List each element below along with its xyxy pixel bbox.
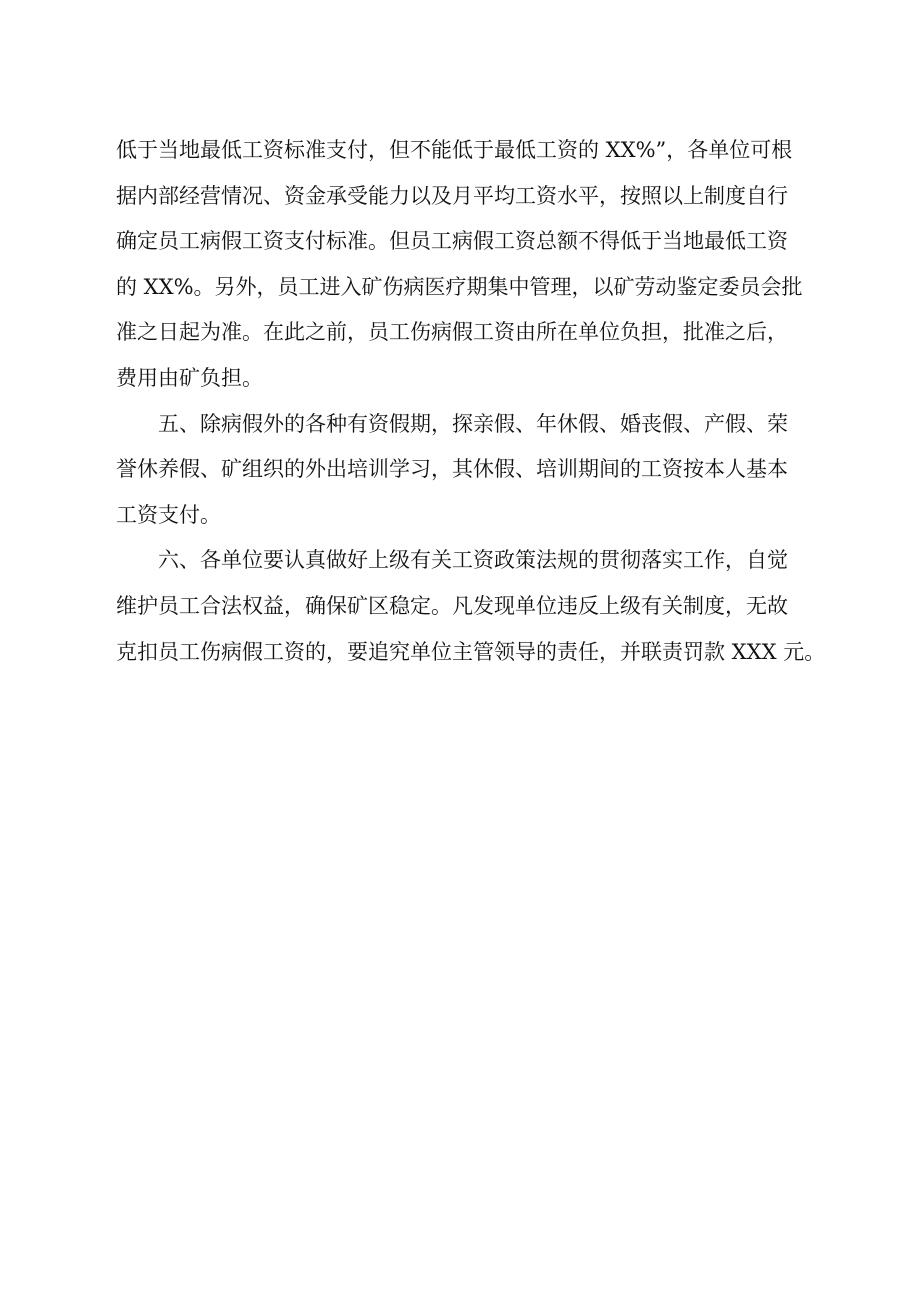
text-line: 维护员工合法权益，确保矿区稳定。凡发现单位违反上级有关制度，无故	[116, 593, 788, 618]
text-line: 低于当地最低工资标准支付，但不能低于最低工资的 XX%”，各单位可根	[116, 138, 793, 162]
text-line: 工资支付。	[116, 502, 221, 527]
text-line: 费用由矿负担。	[116, 365, 263, 390]
text-line: 五、除病假外的各种有资假期，探亲假、年休假、婚丧假、产假、荣	[158, 411, 788, 436]
text-line: 誉休养假、矿组织的外出培训学习，其休假、培训期间的工资按本人基本	[116, 457, 788, 482]
text-line: 六、各单位要认真做好上级有关工资政策法规的贯彻落实工作，自觉	[158, 548, 788, 573]
text-line: 准之日起为准。在此之前，员工伤病假工资由所在单位负担，批准之后，	[116, 320, 788, 345]
text-line: 克扣员工伤病假工资的，要追究单位主管领导的责任，并联责罚款 XXX 元。	[116, 639, 826, 664]
text-line: 据内部经营情况、资金承受能力以及月平均工资水平，按照以上制度自行	[116, 183, 788, 208]
paragraph-five	[116, 402, 828, 539]
document-body	[116, 128, 828, 675]
text-line: 确定员工病假工资支付标准。但员工病假工资总额不得低于当地最低工资	[116, 229, 788, 254]
paragraph-six	[116, 538, 828, 675]
paragraph-continued	[116, 128, 828, 402]
text-line: 的 XX%。另外，员工进入矿伤病医疗期集中管理，以矿劳动鉴定委员会批	[116, 274, 803, 299]
